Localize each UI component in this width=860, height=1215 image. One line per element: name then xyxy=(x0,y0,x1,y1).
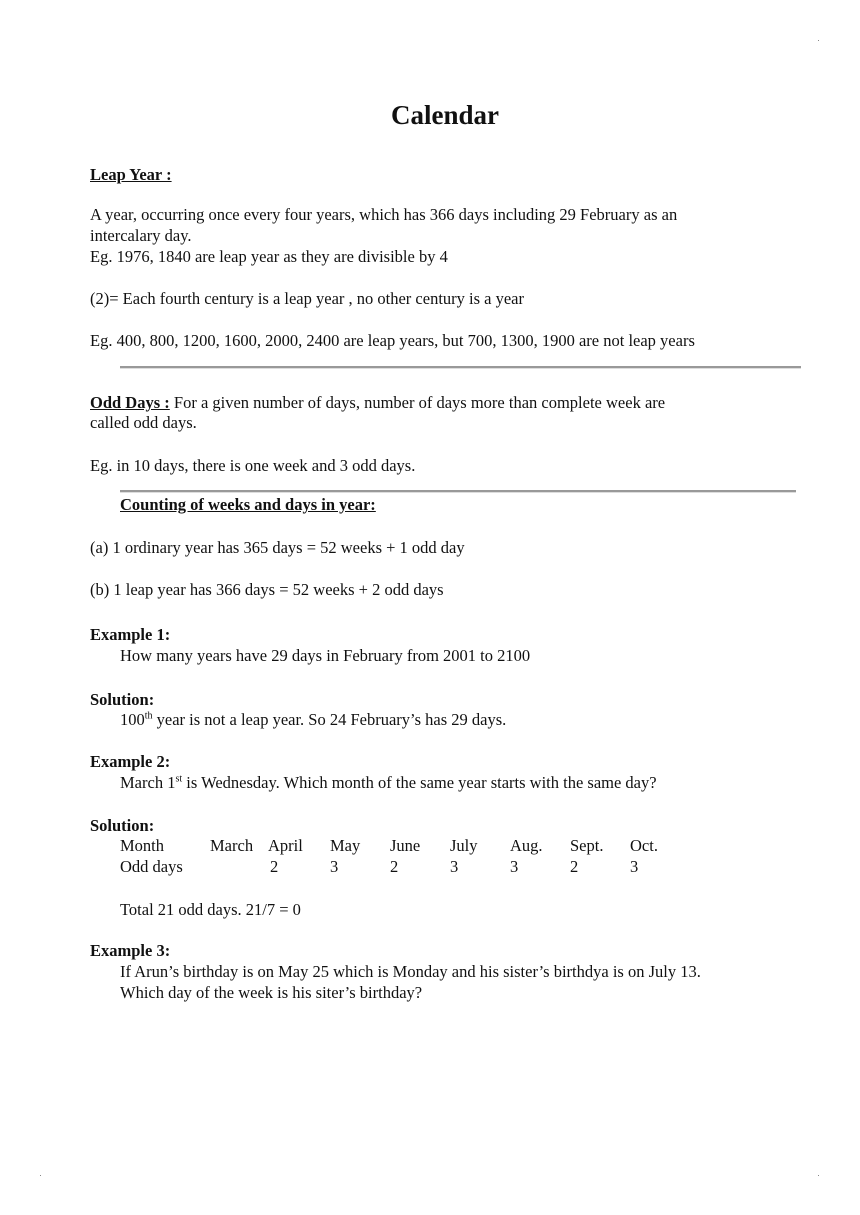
leap-year-text: Eg. 1976, 1840 are leap year as they are divisible by 4 xyxy=(90,247,448,266)
example1-heading: Example 1: xyxy=(90,625,171,644)
superscript: th xyxy=(144,710,153,722)
solution1-text xyxy=(120,710,506,730)
superscript: st xyxy=(175,773,183,785)
text: March 1 xyxy=(120,773,176,792)
table-month: April xyxy=(268,836,303,855)
example2-heading: Example 2: xyxy=(90,752,171,771)
leap-year-text: Eg. 400, 800, 1200, 1600, 2000, 2400 are leap years, but 700, 1300, 1900 are not leap years xyxy=(90,331,695,350)
table-value: 3 xyxy=(330,857,339,876)
counting-a: (a) 1 ordinary year has 365 days = 52 weeks + 1 odd day xyxy=(90,538,465,557)
table-month: March xyxy=(210,836,254,855)
table-month: Aug. xyxy=(510,836,543,855)
table-value: 2 xyxy=(390,857,399,876)
text: year is not a leap year. So 24 February’s has 29 days. xyxy=(152,710,507,729)
leap-year-text: A year, occurring once every four years, which has 366 days including 29 February as an xyxy=(90,205,678,224)
table-month: Sept. xyxy=(570,836,604,855)
odd-days-text: For a given number of days, number of days more than complete week are xyxy=(169,393,666,412)
table-value: 3 xyxy=(510,857,519,876)
leap-year-heading: Leap Year : xyxy=(90,165,172,184)
odd-days-line xyxy=(90,393,665,413)
table-row-label: Month xyxy=(120,836,165,855)
divider xyxy=(120,490,796,493)
table-month: July xyxy=(450,836,478,855)
table-value: 3 xyxy=(630,857,639,876)
leap-year-text: intercalary day. xyxy=(90,226,192,245)
table-month: May xyxy=(330,836,361,855)
example3-text: Which day of the week is his siter’s birthday? xyxy=(120,983,423,1002)
table-month: Oct. xyxy=(630,836,658,855)
text: 100 xyxy=(120,710,145,729)
example3-text: If Arun’s birthday is on May 25 which is Monday and his sister’s birthdya is on July 13. xyxy=(120,962,701,981)
table-value: 2 xyxy=(270,857,279,876)
table-value: 3 xyxy=(450,857,459,876)
odd-days-heading: Odd Days : xyxy=(90,393,170,412)
corner-mark xyxy=(40,1175,41,1176)
odd-days-example: Eg. in 10 days, there is one week and 3 odd days. xyxy=(90,456,416,475)
example1-text: How many years have 29 days in February from 2001 to 2100 xyxy=(120,646,531,665)
counting-heading: Counting of weeks and days in year: xyxy=(120,495,376,514)
page-title: Calendar xyxy=(391,100,499,130)
solution2-heading: Solution: xyxy=(90,816,155,835)
text: is Wednesday. Which month of the same year starts with the same day? xyxy=(182,773,657,792)
leap-year-text: (2)= Each fourth century is a leap year , no other century is a year xyxy=(90,289,524,308)
solution1-heading: Solution: xyxy=(90,690,155,709)
table-row-label: Odd days xyxy=(120,857,183,876)
counting-b: (b) 1 leap year has 366 days = 52 weeks + 2 odd days xyxy=(90,580,444,599)
table-month: June xyxy=(390,836,421,855)
table-value: 2 xyxy=(570,857,579,876)
example3-heading: Example 3: xyxy=(90,941,171,960)
corner-mark xyxy=(818,1175,819,1176)
corner-mark xyxy=(818,40,819,41)
odd-days-text: called odd days. xyxy=(90,413,197,432)
solution2-total: Total 21 odd days. 21/7 = 0 xyxy=(120,900,301,919)
example2-text xyxy=(120,773,657,793)
divider xyxy=(120,366,801,369)
